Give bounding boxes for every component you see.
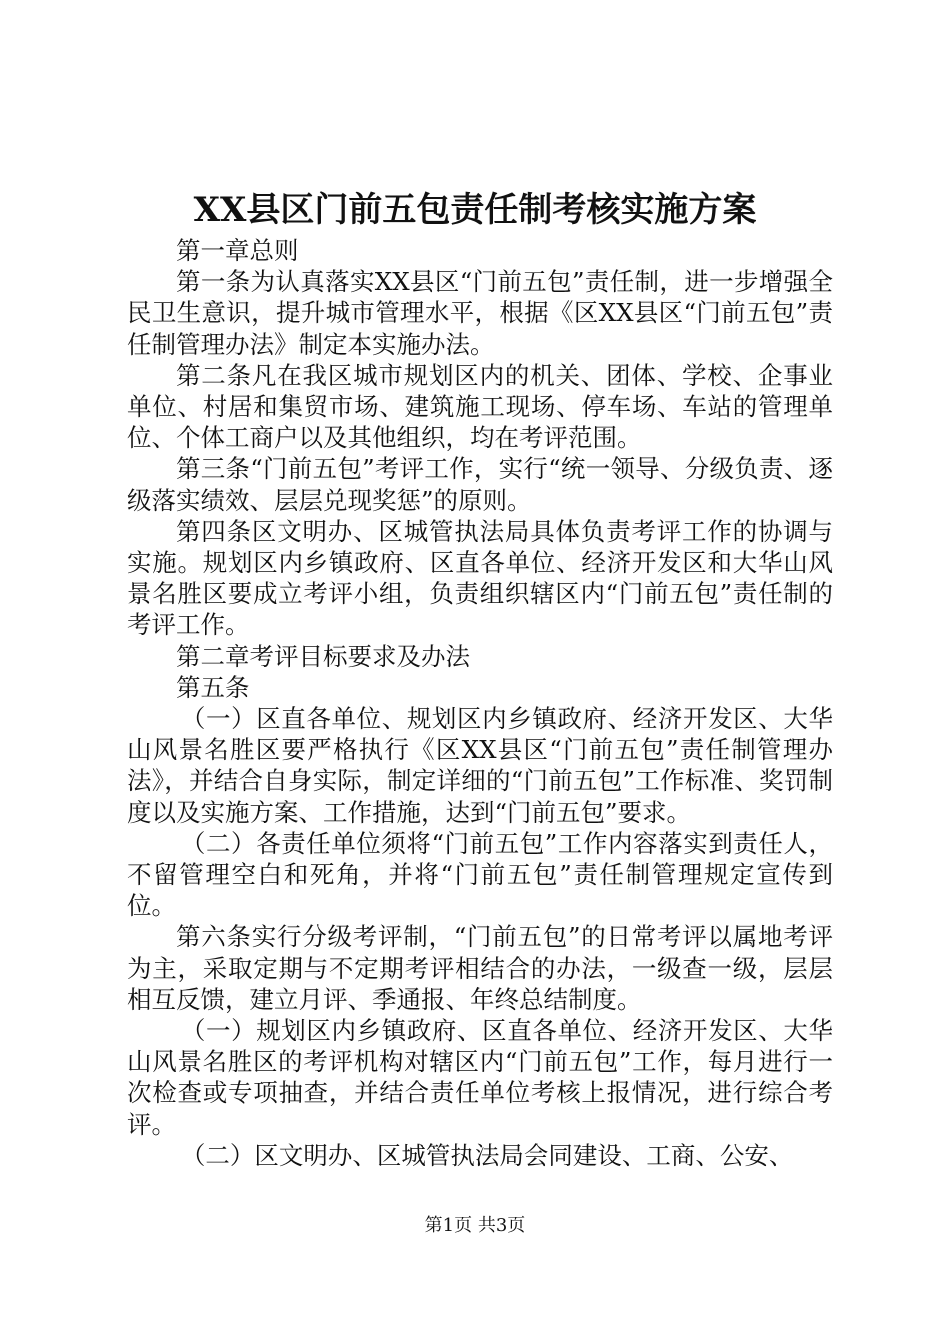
article-paragraph: 第三条“门前五包”考评工作，实行“统一领导、分级负责、逐级落实绩效、层层兑现奖惩”的原则。 [127, 454, 833, 515]
clause-paragraph: （一）区直各单位、规划区内乡镇政府、经济开发区、大华山风景名胜区要严格执行《区XX县区“门前五包”责任制管理办法》，并结合自身实际，制定详细的“门前五包”工作标准、奖罚制度以及实施方案、工作措施，达到“门前五包”要求。 [127, 704, 833, 827]
chapter-heading: 第一章总则 [176, 236, 299, 265]
chapter-heading: 第二章考评目标要求及办法 [176, 641, 470, 671]
clause-paragraph: （二）各责任单位须将“门前五包”工作内容落实到责任人，不留管理空白和死角，并将“门前五包”责任制管理规定宣传到位。 [127, 828, 833, 921]
document-title: XX县区门前五包责任制考核实施方案 [193, 190, 757, 230]
article-paragraph: 第五条 [176, 672, 250, 702]
document-body [127, 235, 833, 1171]
article-paragraph: 第二条凡在我区城市规划区内的机关、团体、学校、企事业单位、村居和集贸市场、建筑施工现场、停车场、车站的管理单位、个体工商户以及其他组织，均在考评范围。 [127, 360, 833, 453]
clause-paragraph: （一）规划区内乡镇政府、区直各单位、经济开发区、大华山风景名胜区的考评机构对辖区内“门前五包”工作，每月进行一次检查或专项抽查，并结合责任单位考核上报情况，进行综合考评。 [127, 1016, 833, 1139]
article-paragraph: 第六条实行分级考评制，“门前五包”的日常考评以属地考评为主，采取定期与不定期考评相结合的办法，一级查一级，层层相互反馈，建立月评、季通报、年终总结制度。 [127, 922, 833, 1014]
page-footer: 第1页 共3页 [424, 1215, 526, 1236]
article-paragraph: 第四条区文明办、区城管执法局具体负责考评工作的协调与实施。规划区内乡镇政府、区直各单位、经济开发区和大华山风景名胜区要成立考评小组，负责组织辖区内“门前五包”责任制的考评工作。 [127, 516, 833, 640]
article-paragraph: 第一条为认真落实XX县区“门前五包”责任制，进一步增强全民卫生意识，提升城市管理水平，根据《区XX县区“门前五包”责任制管理办法》制定本实施办法。 [127, 267, 833, 359]
clause-paragraph: （二）区文明办、区城管执法局会同建设、工商、公安、 [180, 1140, 794, 1170]
